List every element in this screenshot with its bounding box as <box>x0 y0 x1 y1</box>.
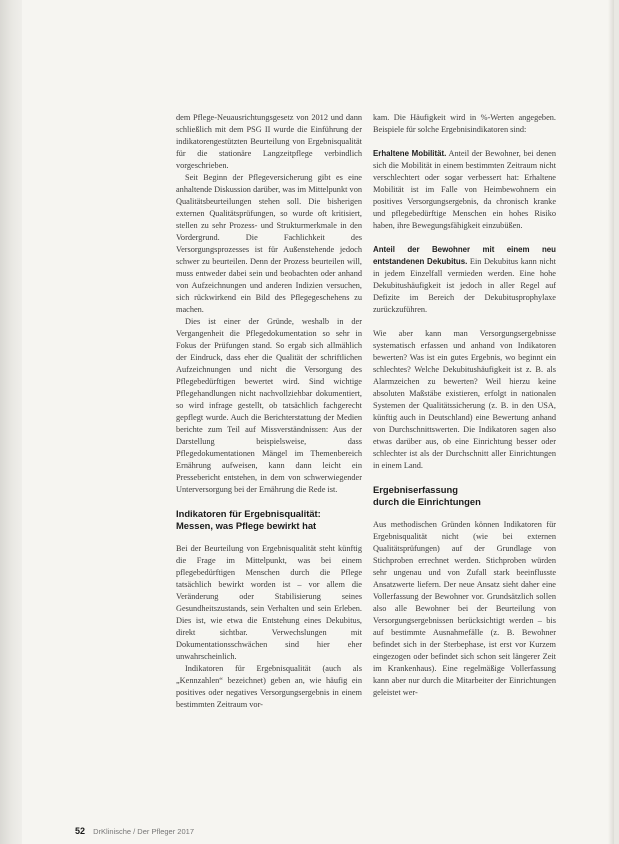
paragraph: dem Pflege-Neuausrichtungsgesetz von 2012 und dann schließlich mit dem PSG II wurde die Einführung der indikatorengestützten Beurteilung von Ergebnisqualität für die stationäre Langzeitpflege verbindlich vorgeschrieben. <box>176 113 362 170</box>
right-text-column <box>373 112 556 699</box>
journal-name: DrKlinische / Der Pfleger 2017 <box>93 827 194 836</box>
paragraph: kam. Die Häufigkeit wird in %-Werten angegeben. Beispiele für solche Ergebnisindikatoren sind: <box>373 113 556 134</box>
page-number: 52 <box>75 826 86 836</box>
example-text: Ein Dekubitus kann nicht in jedem Einzelfall vermieden werden. Eine hohe Dekubitushäufigkeit ist jedoch in aller Regel auf Defizite im Bereich der Dekubitusprophylaxe zurückzuführen. <box>373 257 556 314</box>
paragraph: Wie aber kann man Versorgungsergebnisse systematisch erfassen und anhand von Indikatoren bewerten? Was ist ein gutes Ergebnis, wo beginnt ein schlechtes? Welche Dekubitushäufigkeit ist z. B. als Alarmzeichen zu bewerten? Weil hierzu keine absoluten Maßstäbe existieren, erfolgt in nationalen Systemen der Qualitätssicherung (z. B. in den USA, künftig auch in Deutschland) eine Bewertung anhand von Durchschnittswerten. Die Indikatoren sagen also etwas darüber aus, ob eine Einrichtung besser oder schlechter ist als der Durchschnitt aller Einrichtungen in einem Land. <box>373 329 556 470</box>
page-edge <box>608 0 614 844</box>
book-spine-shadow <box>0 0 22 844</box>
heading-line: Messen, was Pflege bewirkt hat <box>176 519 317 531</box>
example-text: Anteil der Bewohner, bei denen sich die Mobilität in einem bestimmten Zeitraum nicht verschlechtert oder sogar verbessert hat: Erhaltene Mobilität ist im Falle von Heimbewohnern ein positives Versorgungsergebnis, da chronisch kranke und pflegebedürftige Menschen ein hohes Risiko haben, ihre Bewegungsfähigkeit einzubüßen. <box>373 149 556 230</box>
example-lead: Anteil der Bewohner mit einem neu entstandenen Dekubitus. <box>373 245 556 266</box>
section-heading <box>373 484 556 507</box>
example-lead: Erhaltene Mobilität. <box>373 149 447 158</box>
section-heading <box>176 508 362 531</box>
example-indicator <box>373 244 556 316</box>
paragraph: Aus methodischen Gründen können Indikatoren für Ergebnisqualität nicht (wie bei externen Qualitätsprüfungen) auf der Grundlage von Stichproben errechnet werden. Stichproben würden sehr ungenau und von Zufall stark beeinflusste Ansatzwerte liefern. Der neue Ansatz sieht daher eine Vollerfassung der Bewohner vor. Grundsätzlich sollen also alle Bewohner bei der Beurteilung von Versorgungsergebnissen berücksichtigt werden – bis auf bestimmte Ausnahmefälle (z. B. Bewohner befindet sich in der Sterbephase, ist erst vor Kurzem eingezogen oder befindet sich schon seit längerer Zeit im Krankenhaus). Eine regelmäßige Vollerfassung kann aber nur durch die Mitarbeiter der Einrichtungen geleistet wer- <box>373 520 556 697</box>
paragraph: Indikatoren für Ergebnisqualität (auch als „Kennzahlen“ bezeichnet) geben an, wie häufig ein positives oder negatives Versorgungsergebnis in einem bestimmten Zeitraum vor- <box>176 664 362 709</box>
paragraph: Bei der Beurteilung von Ergebnisqualität steht künftig die Frage im Mittelpunkt, was bei einem pflegebedürftigen Menschen durch die Pflege tatsächlich bewirkt worden ist – vor allem die Veränderung oder Stabilisierung seines Gesundheitszustands, sein Verhalten und sein Erleben. Dies ist, wie etwa die Entstehung eines Dekubitus, direkt sichtbar. Verwechslungen mit Dokumentationsschwächen sind hier eher unwahrscheinlich. <box>176 544 362 661</box>
paragraph: Dies ist einer der Gründe, weshalb in der Vergangenheit die Pflegedokumentation so sehr in Fokus der Prüfungen stand. So ergab sich allmählich der Eindruck, dass eher die Qualität der schriftlichen Aufzeichnungen und nicht die Versorgung des Pflegebedürftigen bewertet wird. Sind wichtige Pflegehandlungen nicht nachvollziehbar dokumentiert, so wird infrage gestellt, ob tatsächlich fachgerecht gepflegt wurde. Auch die Berichterstattung der Medien berichte zum Teil auf Missverständnissen: Aus der Darstellung beispielsweise, dass Pflegedokumentationen Mängel im Themenbereich Ernährung aufweisen, kann dann leicht ein Pressebericht entstehen, in dem von schwerwiegender Unterversorgung bei der Ernährung die Rede ist. <box>176 317 362 494</box>
paragraph: Seit Beginn der Pflegeversicherung gibt es eine anhaltende Diskussion darüber, was im Mittelpunkt von Qualitätsbeurteilungen stehen soll. Die bisherigen externen Qualitätsprüfungen, so wurde oft kritisiert, stellen zu sehr Prozess- und Strukturmerkmale in den Vordergrund. Die Fachlichkeit des Versorgungsprozesses ist für Außenstehende jedoch schwer zu beurteilen. Denn der Prozess beurteilen will, muss entweder dabei sein und beobachten oder anhand von Aufzeichnungen und anderen Indizien versuchen, sich rückwirkend ein Bild des Pflegegeschehens zu machen. <box>176 173 362 314</box>
heading-line: Ergebniserfassung <box>373 484 458 495</box>
example-indicator <box>373 148 556 232</box>
left-text-column <box>176 112 362 711</box>
heading-line: Indikatoren für Ergebnisqualität: <box>176 508 321 519</box>
page-footer <box>75 826 194 838</box>
heading-line: durch die Einrichtungen <box>373 495 481 507</box>
